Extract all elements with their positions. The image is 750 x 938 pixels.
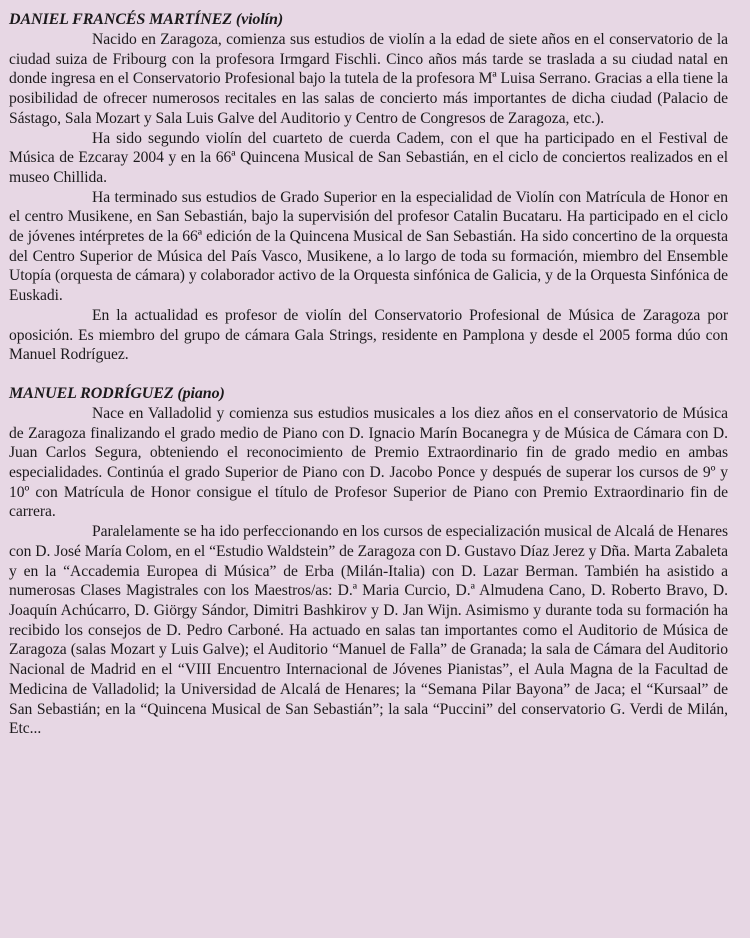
bio-paragraph: En la actualidad es profesor de violín del Conservatorio Profesional de Música de Zaragoza por oposición. Es miembro del grupo de cámara Gala Strings, residente en Pamplona y desde el 2005 forma dúo con Manuel Rodríguez. — [9, 306, 728, 364]
bio-heading — [9, 384, 728, 404]
bio-instrument: (violín) — [235, 11, 284, 28]
bio-daniel-frances — [9, 10, 728, 365]
bio-name: MANUEL RODRÍGUEZ — [9, 384, 174, 402]
bio-heading — [9, 10, 728, 30]
bio-paragraph: Ha terminado sus estudios de Grado Superior en la especialidad de Violín con Matrícula de Honor en el centro Musikene, en San Sebastián, bajo la supervisión del profesor Catalin Bucataru. Ha participado en el ciclo de jóvenes intérpretes de la 66ª edición de la Quincena Musical de San Sebastián. Ha sido concertino de la orquesta del Centro Superior de Música del País Vasco, Musikene, a lo largo de toda su formación, miembro del Ensemble Utopía (orquesta de cámara) y colaborador activo de la Orquesta sinfónica de Galicia, y de la Orquesta Sinfónica de Euskadi. — [9, 188, 728, 305]
bio-paragraph: Nacido en Zaragoza, comienza sus estudios de violín a la edad de siete años en el conservatorio de la ciudad suiza de Fribourg con la profesora Irmgard Fischli. Cinco años más tarde se traslada a su ciudad natal en donde ingresa en el Conservatorio Profesional bajo la tutela de la profesora Mª Luisa Serrano. Gracias a ella tiene la posibilidad de ofrecer numerosos recitales en las salas de concierto más importantes de dicha ciudad (Palacio de Sástago, Sala Mozart y Sala Luis Galve del Auditorio y Centro de Congresos de Zaragoza, etc.). — [9, 31, 728, 127]
bio-manuel-rodriguez — [9, 384, 728, 739]
bio-name: DANIEL FRANCÉS MARTÍNEZ — [9, 11, 232, 28]
bio-instrument: (piano) — [177, 384, 225, 402]
bio-paragraph: Nace en Valladolid y comienza sus estudios musicales a los diez años en el conservatorio de Música de Zaragoza finalizando el grado medio de Piano con D. Ignacio Marín Bocanegra y de Música de Cámara con D. Juan Carlos Segura, obteniendo el reconocimiento de Premio Extraordinario fin de grado medio en ambas especialidades. Continúa el grado Superior de Piano con D. Jacobo Ponce y después de superar los cursos de 9º y 10º con Matrícula de Honor consigue el título de Profesor Superior de Piano con Premio Extraordinario fin de carrera. — [9, 404, 728, 521]
bio-paragraph: Paralelamente se ha ido perfeccionando en los cursos de especialización musical de Alcalá de Henares con D. José María Colom, en el “Estudio Waldstein” de Zaragoza con D. Gustavo Díaz Jerez y Dña. Marta Zabaleta y en la “Accademia Europea di Música” de Erba (Milán-Italia) con D. Lazar Berman. También ha asistido a numerosas Clases Magistrales con los Maestros/as: D.ª Maria Curcio, D.ª Almudena Cano, D. Roberto Bravo, D. Joaquín Achúcarro, D. Giörgy Sándor, Dimitri Bashkirov y D. Jan Wijn. Asimismo y durante toda su formación ha recibido los consejos de D. Pedro Carboné. Ha actuado en salas tan importantes como el Auditorio de Música de Zaragoza (salas Mozart y Luis Galve); el Auditorio “Manuel de Falla” de Granada; la sala de Cámara del Auditorio Nacional de Madrid en el “VIII Encuentro Internacional de Jóvenes Pianistas”, el Aula Magna de la Facultad de Medicina de Valladolid; la Universidad de Alcalá de Henares; la “Semana Pilar Bayona” de Jaca; el “Kursaal” de San Sebastián; en la “Quincena Musical de San Sebastián”; la sala “Puccini” del conservatorio G. Verdi de Milán, Etc... — [9, 523, 728, 738]
bio-paragraph: Ha sido segundo violín del cuarteto de cuerda Cadem, con el que ha participado en el Festival de Música de Ezcaray 2004 y en la 66ª Quincena Musical de San Sebastián, en el ciclo de conciertos realizados en el museo Chillida. — [9, 129, 728, 186]
